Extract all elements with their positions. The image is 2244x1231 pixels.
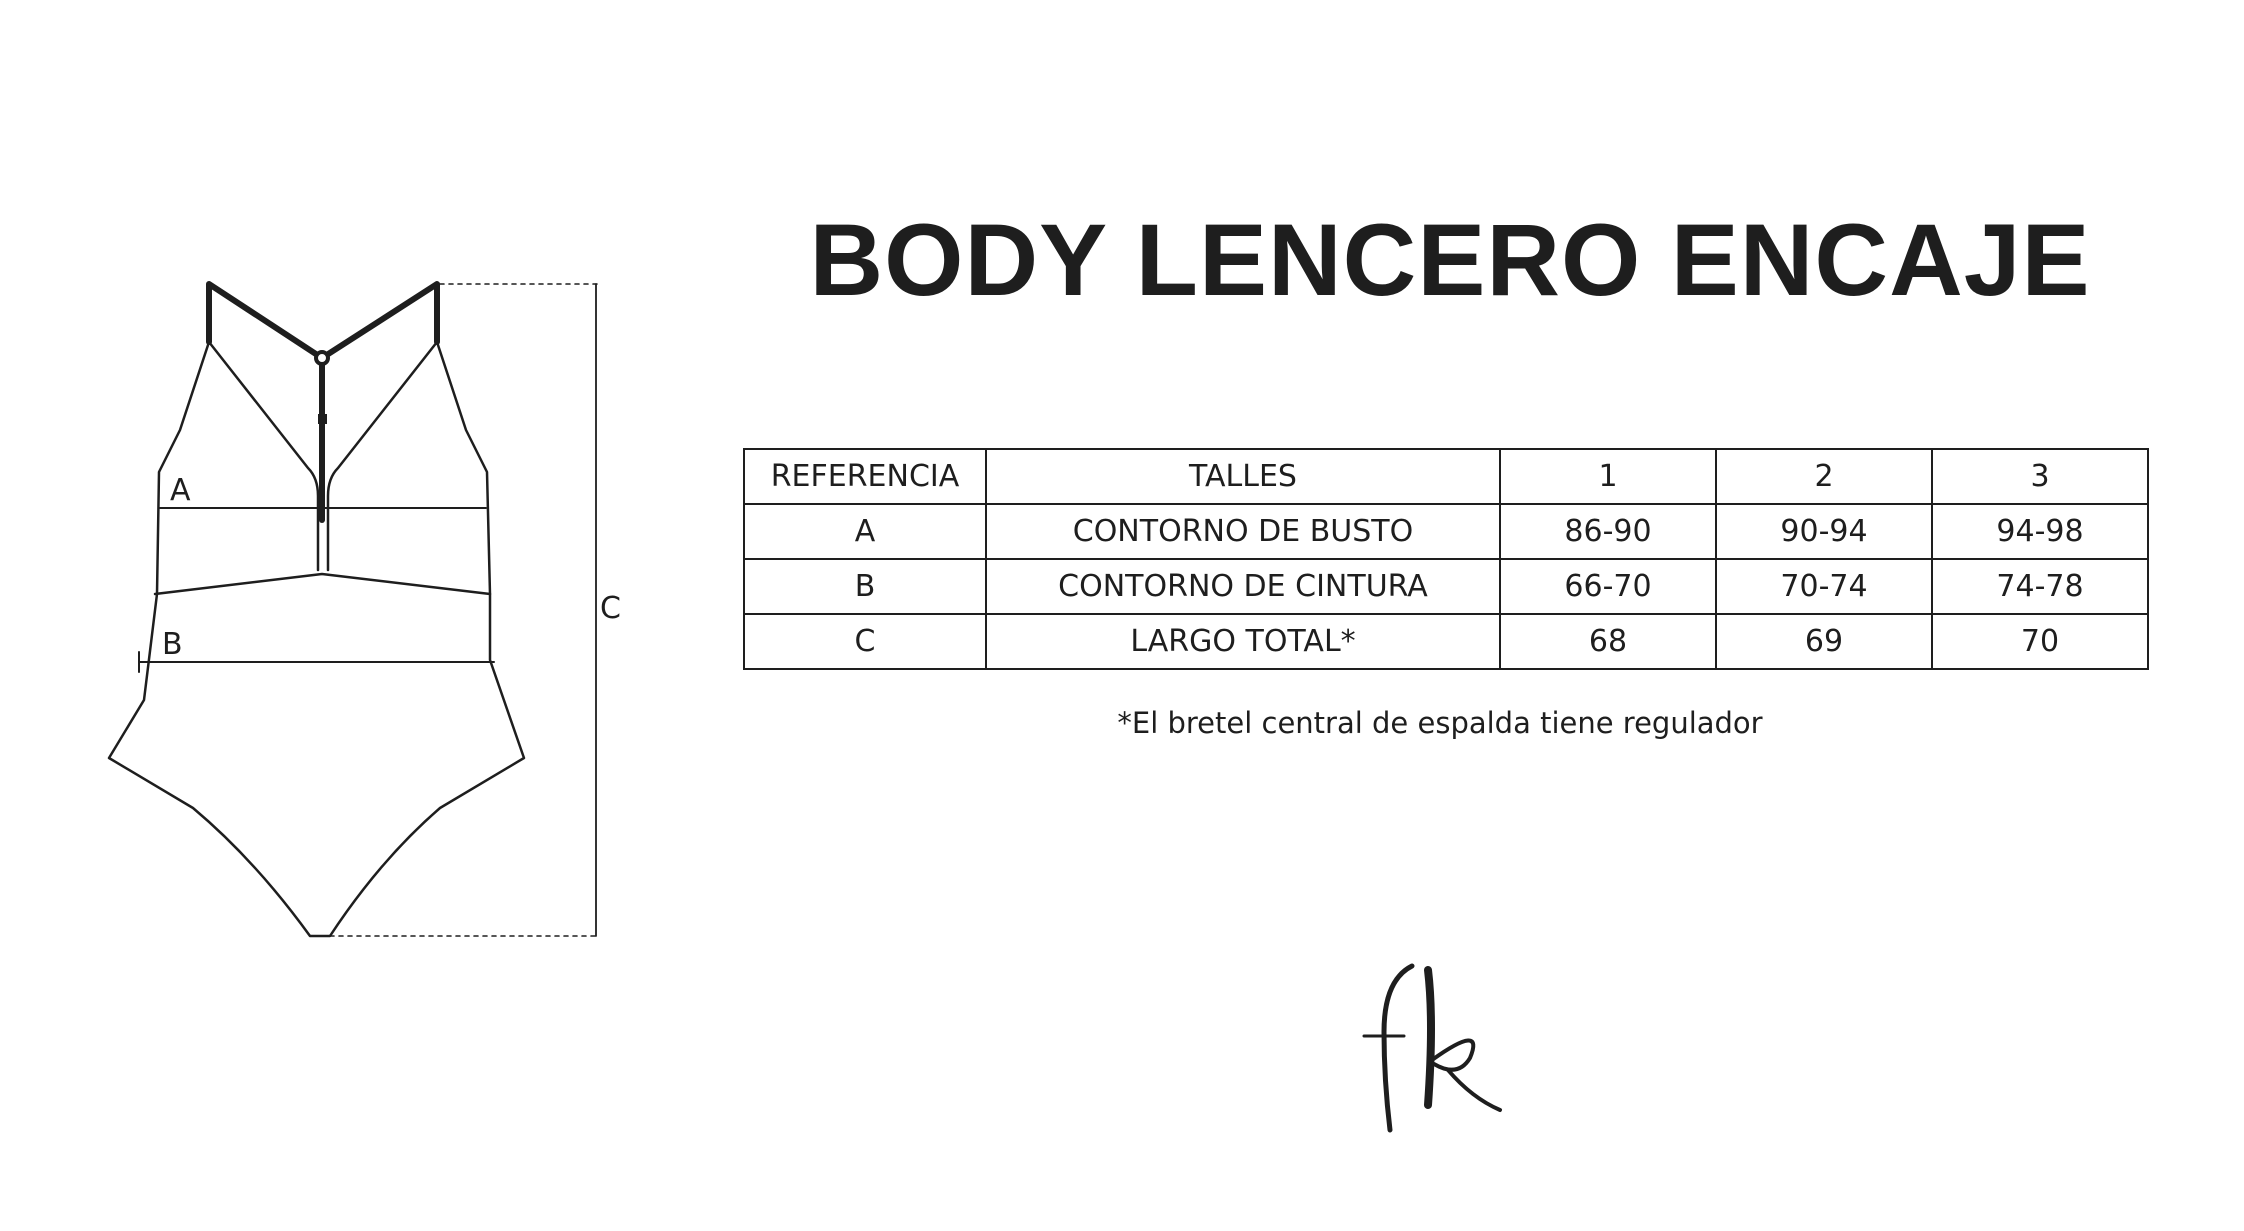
row-size-value: 66-70 (1500, 559, 1716, 614)
row-size-value: 86-90 (1500, 504, 1716, 559)
row-size-value: 90-94 (1716, 504, 1932, 559)
row-size-value: 68 (1500, 614, 1716, 669)
row-size-value: 74-78 (1932, 559, 2148, 614)
table-row (744, 504, 2148, 559)
label-c: C (600, 591, 621, 626)
header-size-2: 2 (1716, 449, 1932, 504)
measure-line-c (330, 284, 600, 936)
row-size-value: 70 (1932, 614, 2148, 669)
row-talle: LARGO TOTAL* (986, 614, 1500, 669)
table-header-row (744, 449, 2148, 504)
strap-ring (316, 352, 328, 364)
label-b: B (162, 627, 183, 662)
row-size-value: 69 (1716, 614, 1932, 669)
table-row (744, 614, 2148, 669)
row-talle: CONTORNO DE CINTURA (986, 559, 1500, 614)
row-size-value: 94-98 (1932, 504, 2148, 559)
fk-monogram-logo (1350, 960, 1530, 1140)
header-size-1: 1 (1500, 449, 1716, 504)
row-ref: B (744, 559, 986, 614)
garment-diagram (0, 0, 700, 1231)
row-ref: A (744, 504, 986, 559)
row-talle: CONTORNO DE BUSTO (986, 504, 1500, 559)
row-size-value: 70-74 (1716, 559, 1932, 614)
row-ref: C (744, 614, 986, 669)
page-title: BODY LENCERO ENCAJE (809, 203, 2091, 317)
footnote: *El bretel central de espalda tiene regulador (1117, 706, 1763, 740)
header-talles: TALLES (986, 449, 1500, 504)
strap-lines (209, 284, 437, 520)
label-a: A (170, 473, 191, 508)
strap-regulator (318, 414, 327, 424)
header-size-3: 3 (1932, 449, 2148, 504)
table-row (744, 559, 2148, 614)
size-chart-table (743, 448, 2149, 670)
header-referencia: REFERENCIA (744, 449, 986, 504)
underbust-seam (155, 574, 490, 594)
